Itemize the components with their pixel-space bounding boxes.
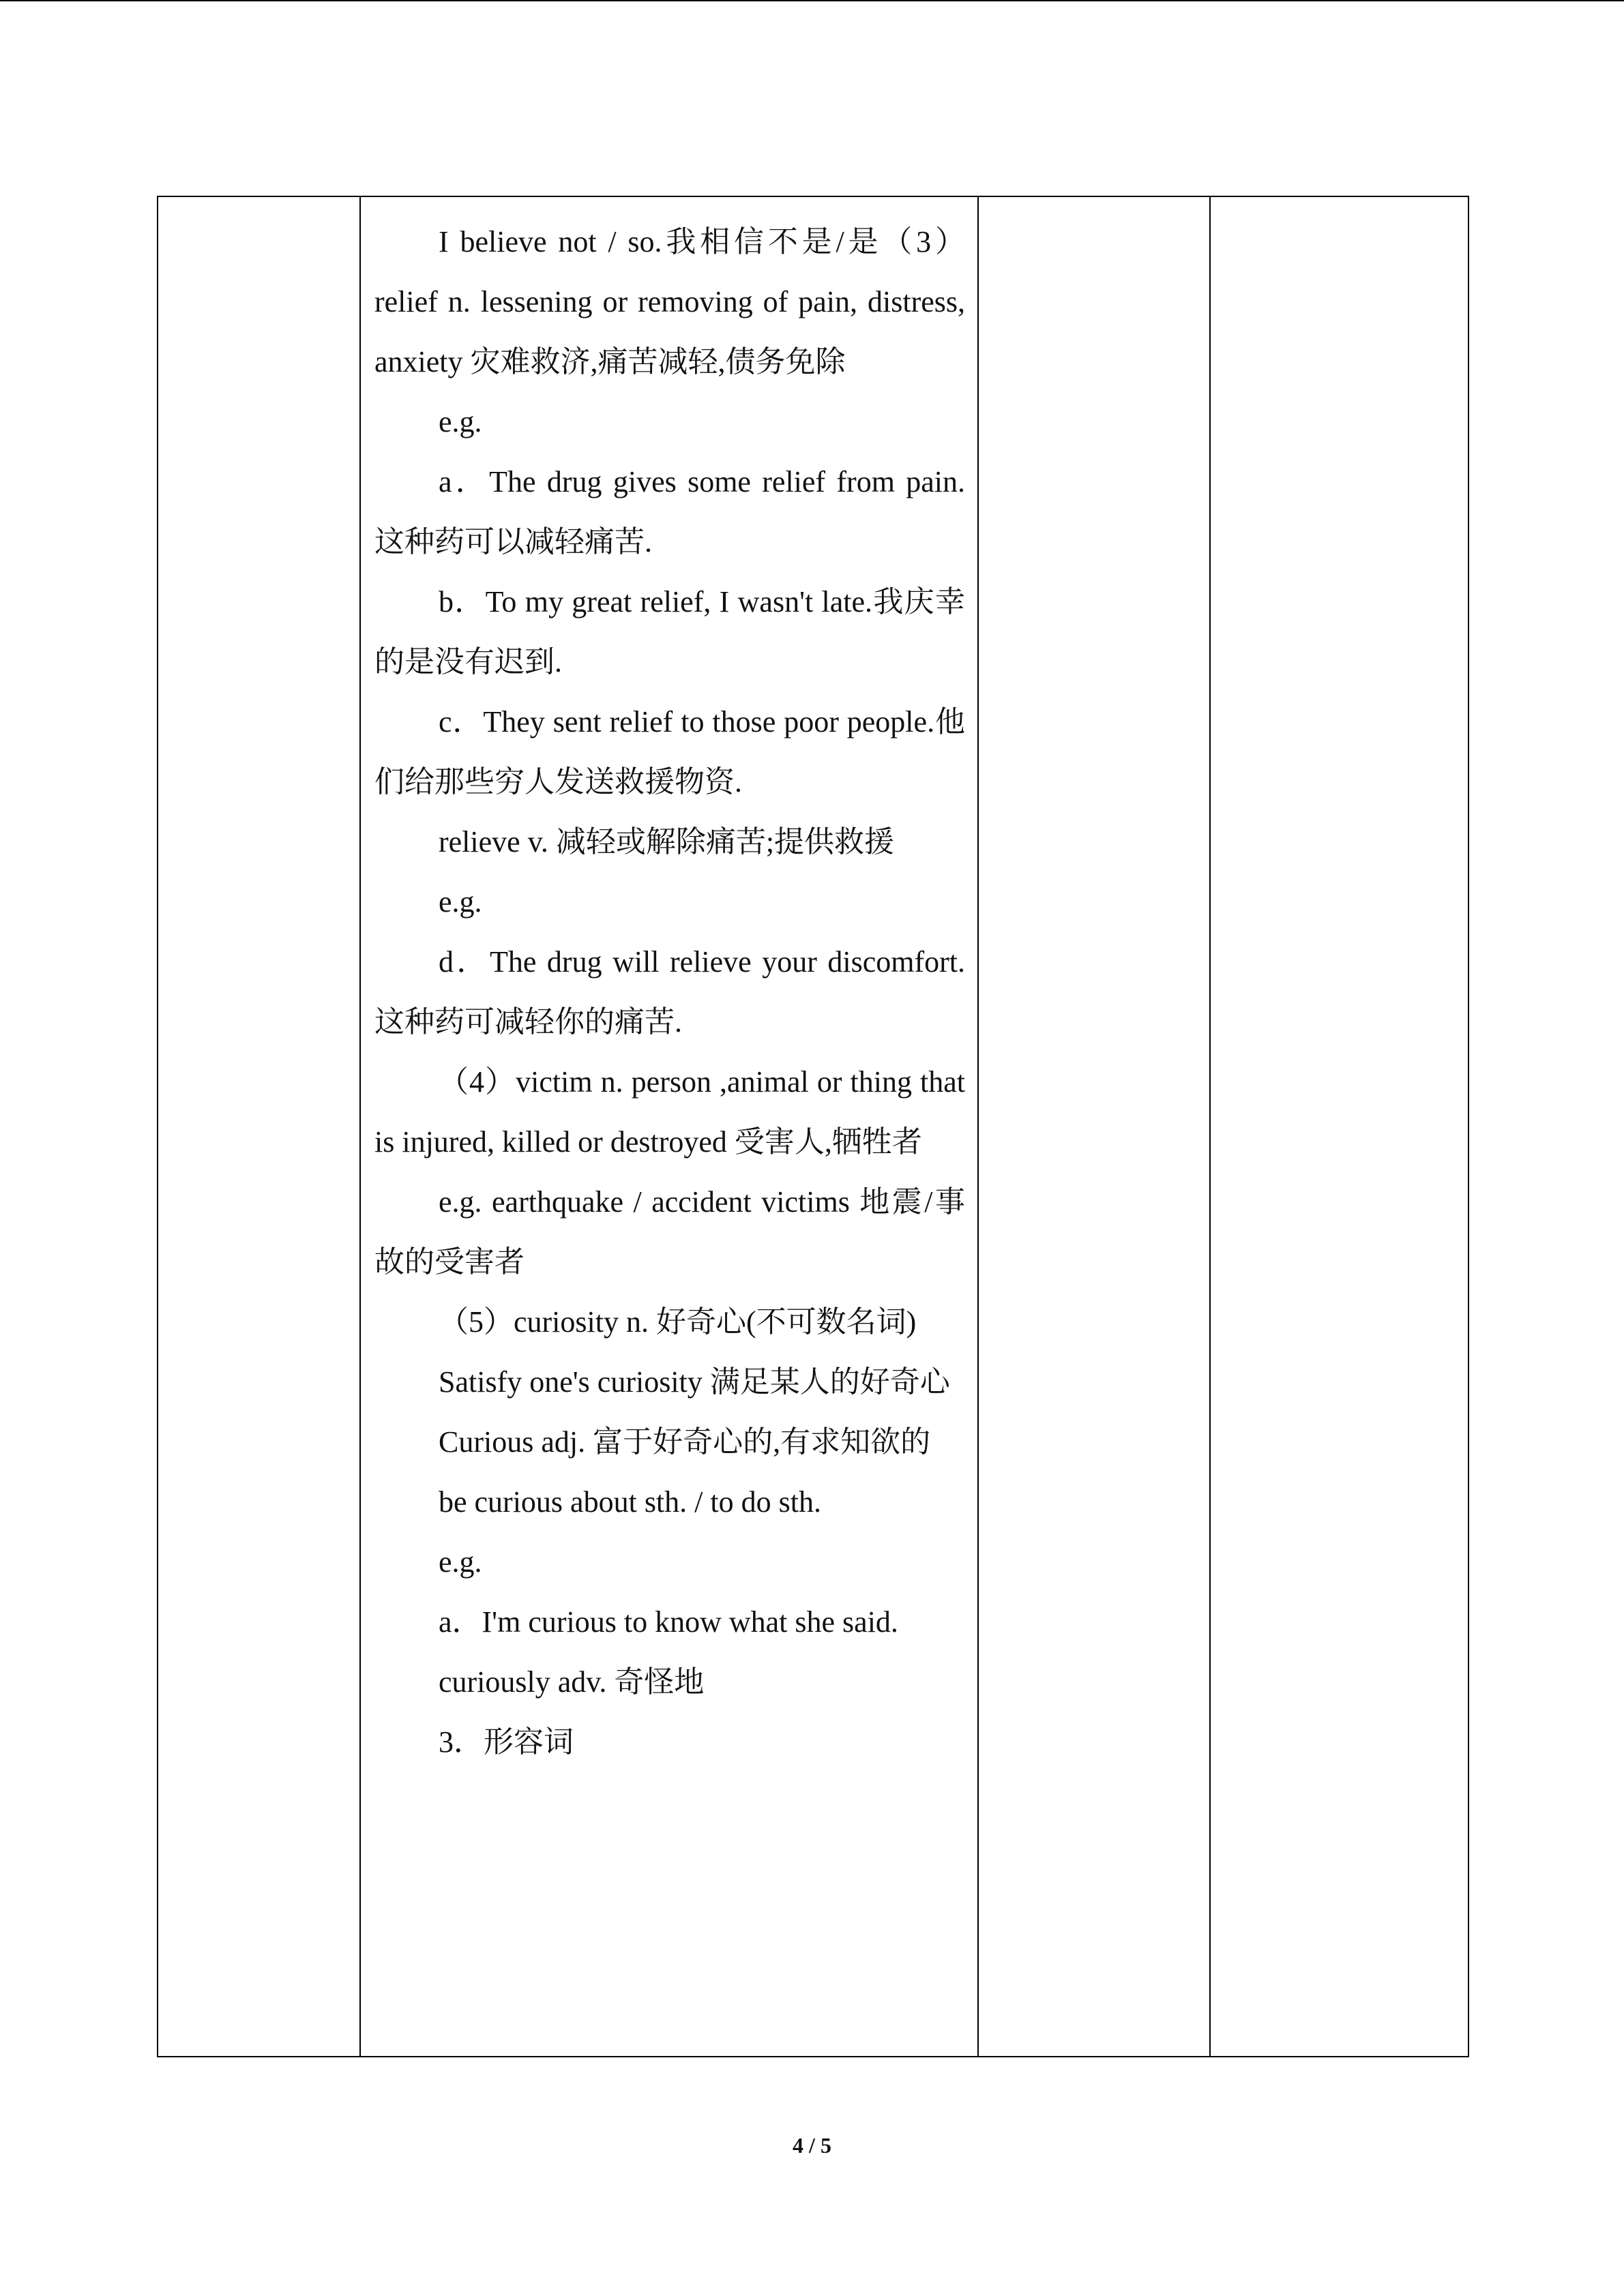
table-cell-empty-right [1210,196,1468,2057]
text-line: 3．形容词 [439,1725,574,1759]
top-border-line [0,0,1624,1]
text-line: relieve v. 减轻或解除痛苦;提供救援 [439,825,895,859]
vocabulary-notes [361,197,977,1772]
text-line: a．I'm curious to know what she said. [439,1605,898,1639]
text-line: e.g. earthquake / accident victims 地震/事故的受害者 [374,1185,965,1279]
text-line: e.g. [439,1545,482,1579]
text-line: curiously adv. 奇怪地 [439,1665,705,1699]
text-line: （5）curiosity n. 好奇心(不可数名词) [439,1305,917,1339]
text-line: Satisfy one's curiosity 满足某人的好奇心 [439,1365,950,1399]
text-line: a．The drug gives some relief from pain.这种药可以减轻痛苦. [374,465,965,558]
table-row [158,196,1468,2057]
table-cell-empty-left [158,196,360,2057]
text-line: e.g. [439,885,482,919]
text-line: be curious about sth. / to do sth. [439,1485,821,1519]
text-line: b．To my great relief, I wasn't late.我庆幸的是没有迟到. [374,585,965,679]
text-line: e.g. [439,405,482,438]
text-line: Curious adj. 富于好奇心的,有求知欲的 [439,1425,931,1459]
table-cell-content [360,196,978,2057]
lesson-plan-table [157,196,1469,2057]
text-line: I believe not / so.我相信不是/是（3）relief n. lessening or removing of pain, distress, anxiety 灾难救济,痛苦减轻,债务免除 [374,225,965,378]
table-cell-empty-third [978,196,1210,2057]
page-number: 4 / 5 [793,2133,831,2158]
text-line: c．They sent relief to those poor people.他们给那些穷人发送救援物资. [374,705,965,799]
text-line: （4）victim n. person ,animal or thing that is injured, killed or destroyed 受害人,牺牲者 [374,1065,965,1159]
text-line: d．The drug will relieve your discomfort.这种药可减轻你的痛苦. [374,945,965,1039]
